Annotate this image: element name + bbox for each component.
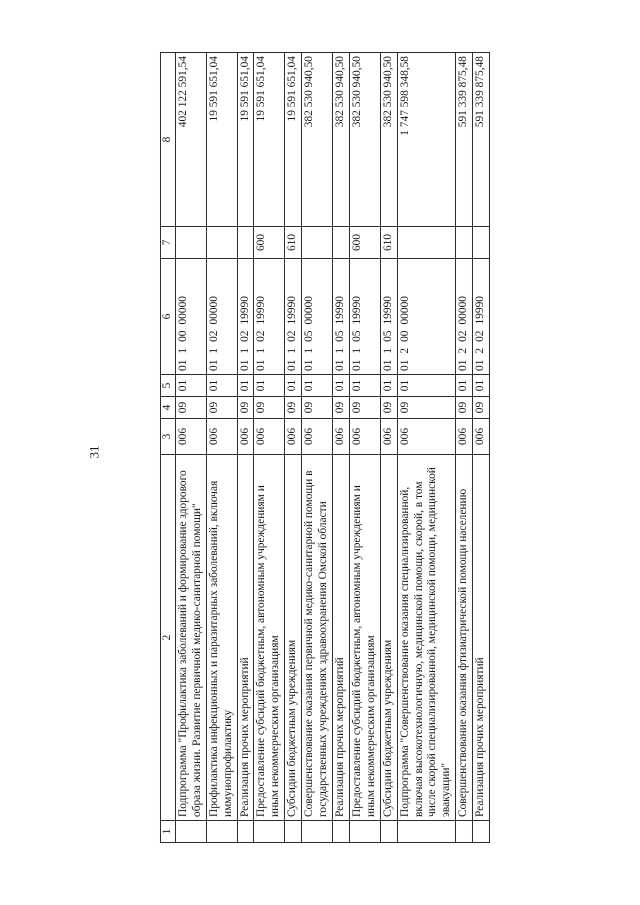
row-name-cell: Совершенствование оказания фтизиатрической помощи населению [456, 455, 473, 821]
row-expense-type-cell [397, 227, 456, 259]
target-code-part: 19990 [474, 296, 487, 325]
row-name-cell: Субсидии бюджетным учреждениям [380, 455, 397, 821]
row-name-cell: Субсидии бюджетным учреждениям [285, 455, 302, 821]
row-name-cell: Совершенствование оказания первичной медико-санитарной помощи в государственных учреждениях здравоохранения Омской области [302, 455, 333, 821]
row-subsection-cell: 01 [397, 375, 456, 397]
target-code-part: 01 [474, 359, 487, 371]
row-section-cell: 09 [332, 397, 349, 419]
row-target-code-cell [380, 259, 397, 375]
row-expense-type-cell: 610 [380, 227, 397, 259]
row-code-cell: 006 [237, 419, 254, 455]
row-index-cell [332, 821, 349, 843]
row-name-cell: Подпрограмма "Совершенствование оказания специализированной, включая высокотехнологичную, медицинской помощи, скорой, в том числе скорой специализированной, медицинской помощи, медицинской эвакуации" [397, 455, 456, 821]
row-index-cell [206, 821, 237, 843]
table-row [380, 53, 397, 843]
target-code-part: 19990 [333, 296, 346, 325]
row-section-cell: 09 [175, 397, 206, 419]
row-target-code-cell [456, 259, 473, 375]
row-expense-type-cell [332, 227, 349, 259]
row-target-code-cell [349, 259, 380, 375]
row-index-cell [254, 821, 285, 843]
row-amount-cell: 382 530 940,50 [302, 53, 333, 227]
target-code-part: 02 [207, 330, 220, 342]
row-subsection-cell: 01 [285, 375, 302, 397]
table-row [206, 53, 237, 843]
row-code-cell: 006 [285, 419, 302, 455]
table-row [473, 53, 490, 843]
target-code-part: 00000 [303, 296, 316, 325]
row-section-cell: 09 [473, 397, 490, 419]
row-section-cell: 09 [285, 397, 302, 419]
row-target-code-cell [237, 259, 254, 375]
target-code-part: 1 [303, 347, 316, 354]
row-expense-type-cell [206, 227, 237, 259]
row-code-cell: 006 [254, 419, 285, 455]
row-index-cell [349, 821, 380, 843]
row-code-cell: 006 [380, 419, 397, 455]
table-row [332, 53, 349, 843]
target-code-part: 1 [381, 347, 394, 354]
target-code-part: 02 [474, 330, 487, 342]
row-index-cell [456, 821, 473, 843]
target-code-part: 1 [333, 347, 346, 354]
row-target-code-cell [302, 259, 333, 375]
row-section-cell: 09 [302, 397, 333, 419]
row-subsection-cell: 01 [349, 375, 380, 397]
target-code-part: 00000 [176, 296, 189, 325]
row-subsection-cell: 01 [302, 375, 333, 397]
row-section-cell: 09 [237, 397, 254, 419]
budget-table-container [160, 53, 490, 843]
header-cell: 2 [160, 455, 175, 821]
target-code-part: 19990 [350, 296, 363, 325]
row-name-cell: Реализация прочих мероприятий [473, 455, 490, 821]
row-name-cell: Подпрограмма "Профилактика заболеваний и формирование здорового образа жизни. Развитие первичной медико-санитарной помощи" [175, 455, 206, 821]
table-row [349, 53, 380, 843]
row-expense-type-cell [456, 227, 473, 259]
row-section-cell: 09 [349, 397, 380, 419]
row-target-code-cell [397, 259, 456, 375]
table-row [175, 53, 206, 843]
target-code-part: 00 [176, 330, 189, 342]
table-row [237, 53, 254, 843]
target-code-part: 2 [474, 347, 487, 354]
row-subsection-cell: 01 [332, 375, 349, 397]
row-section-cell: 09 [380, 397, 397, 419]
target-code-part: 1 [238, 347, 251, 354]
budget-table [160, 52, 490, 843]
row-subsection-cell: 01 [473, 375, 490, 397]
target-code-part: 01 [176, 359, 189, 371]
row-expense-type-cell: 600 [349, 227, 380, 259]
target-code-part: 01 [381, 359, 394, 371]
target-code-part: 2 [398, 347, 411, 354]
table-row [397, 53, 456, 843]
target-code-part: 1 [286, 347, 299, 354]
row-target-code-cell [285, 259, 302, 375]
target-code-part: 01 [303, 359, 316, 371]
row-code-cell: 006 [473, 419, 490, 455]
target-code-part: 1 [176, 347, 189, 354]
table-row [254, 53, 285, 843]
row-amount-cell: 382 530 940,50 [332, 53, 349, 227]
table-row [456, 53, 473, 843]
row-subsection-cell: 01 [237, 375, 254, 397]
target-code-part: 05 [303, 330, 316, 342]
page-number: 31 [86, 445, 102, 459]
target-code-part: 01 [350, 359, 363, 371]
row-name-cell: Профилактика инфекционных и паразитарных заболеваний, включая иммунопрофилактику [206, 455, 237, 821]
row-target-code-cell [175, 259, 206, 375]
target-code-part: 2 [457, 347, 470, 354]
row-target-code-cell [254, 259, 285, 375]
row-subsection-cell: 01 [456, 375, 473, 397]
row-expense-type-cell [237, 227, 254, 259]
row-section-cell: 09 [206, 397, 237, 419]
row-amount-cell: 19 591 651,04 [237, 53, 254, 227]
row-name-cell: Реализация прочих мероприятий [332, 455, 349, 821]
row-expense-type-cell: 610 [285, 227, 302, 259]
row-amount-cell: 382 530 940,50 [380, 53, 397, 227]
row-code-cell: 006 [175, 419, 206, 455]
target-code-part: 01 [207, 359, 220, 371]
row-amount-cell: 382 530 940,50 [349, 53, 380, 227]
target-code-part: 02 [457, 330, 470, 342]
header-cell: 4 [160, 397, 175, 419]
row-name-cell: Предоставление субсидий бюджетным, автономным учреждениям и иным некоммерческим организациям [349, 455, 380, 821]
row-amount-cell: 402 122 591,54 [175, 53, 206, 227]
header-cell: 3 [160, 419, 175, 455]
target-code-part: 01 [286, 359, 299, 371]
target-code-part: 05 [381, 330, 394, 342]
row-code-cell: 006 [206, 419, 237, 455]
target-code-part: 19990 [255, 296, 268, 325]
row-target-code-cell [332, 259, 349, 375]
target-code-part: 01 [457, 359, 470, 371]
row-amount-cell: 1 747 598 348,58 [397, 53, 456, 227]
header-cell: 1 [160, 821, 175, 843]
target-code-part: 02 [238, 330, 251, 342]
table-body [175, 53, 489, 843]
row-code-cell: 006 [349, 419, 380, 455]
target-code-part: 00 [398, 330, 411, 342]
row-target-code-cell [473, 259, 490, 375]
row-target-code-cell [206, 259, 237, 375]
row-expense-type-cell [473, 227, 490, 259]
row-amount-cell: 591 339 875,48 [456, 53, 473, 227]
target-code-part: 19990 [286, 296, 299, 325]
row-index-cell [397, 821, 456, 843]
row-index-cell [237, 821, 254, 843]
target-code-part: 01 [255, 359, 268, 371]
row-amount-cell: 591 339 875,48 [473, 53, 490, 227]
row-index-cell [285, 821, 302, 843]
header-cell: 7 [160, 227, 175, 259]
target-code-part: 1 [255, 347, 268, 354]
target-code-part: 05 [333, 330, 346, 342]
row-amount-cell: 19 591 651,04 [206, 53, 237, 227]
row-section-cell: 09 [456, 397, 473, 419]
row-subsection-cell: 01 [175, 375, 206, 397]
header-cell: 6 [160, 259, 175, 375]
row-index-cell [380, 821, 397, 843]
header-row [160, 53, 175, 843]
row-amount-cell: 19 591 651,04 [285, 53, 302, 227]
target-code-part: 19990 [238, 296, 251, 325]
row-section-cell: 09 [254, 397, 285, 419]
row-code-cell: 006 [397, 419, 456, 455]
target-code-part: 1 [207, 347, 220, 354]
row-expense-type-cell: 600 [254, 227, 285, 259]
target-code-part: 01 [398, 359, 411, 371]
row-name-cell: Реализация прочих мероприятий [237, 455, 254, 821]
row-index-cell [302, 821, 333, 843]
row-amount-cell: 19 591 651,04 [254, 53, 285, 227]
row-code-cell: 006 [302, 419, 333, 455]
row-section-cell: 09 [397, 397, 456, 419]
target-code-part: 01 [333, 359, 346, 371]
table-row [302, 53, 333, 843]
header-cell: 5 [160, 375, 175, 397]
target-code-part: 19990 [381, 296, 394, 325]
target-code-part: 01 [238, 359, 251, 371]
table-row [285, 53, 302, 843]
target-code-part: 00000 [457, 296, 470, 325]
row-subsection-cell: 01 [254, 375, 285, 397]
target-code-part: 05 [350, 330, 363, 342]
header-cell: 8 [160, 53, 175, 227]
target-code-part: 00000 [398, 296, 411, 325]
row-name-cell: Предоставление субсидий бюджетным, автономным учреждениям и иным некоммерческим организациям [254, 455, 285, 821]
row-index-cell [175, 821, 206, 843]
target-code-part: 02 [286, 330, 299, 342]
target-code-part: 02 [255, 330, 268, 342]
row-subsection-cell: 01 [206, 375, 237, 397]
row-code-cell: 006 [456, 419, 473, 455]
row-code-cell: 006 [332, 419, 349, 455]
row-subsection-cell: 01 [380, 375, 397, 397]
row-index-cell [473, 821, 490, 843]
row-expense-type-cell [175, 227, 206, 259]
row-expense-type-cell [302, 227, 333, 259]
target-code-part: 1 [350, 347, 363, 354]
target-code-part: 00000 [207, 296, 220, 325]
